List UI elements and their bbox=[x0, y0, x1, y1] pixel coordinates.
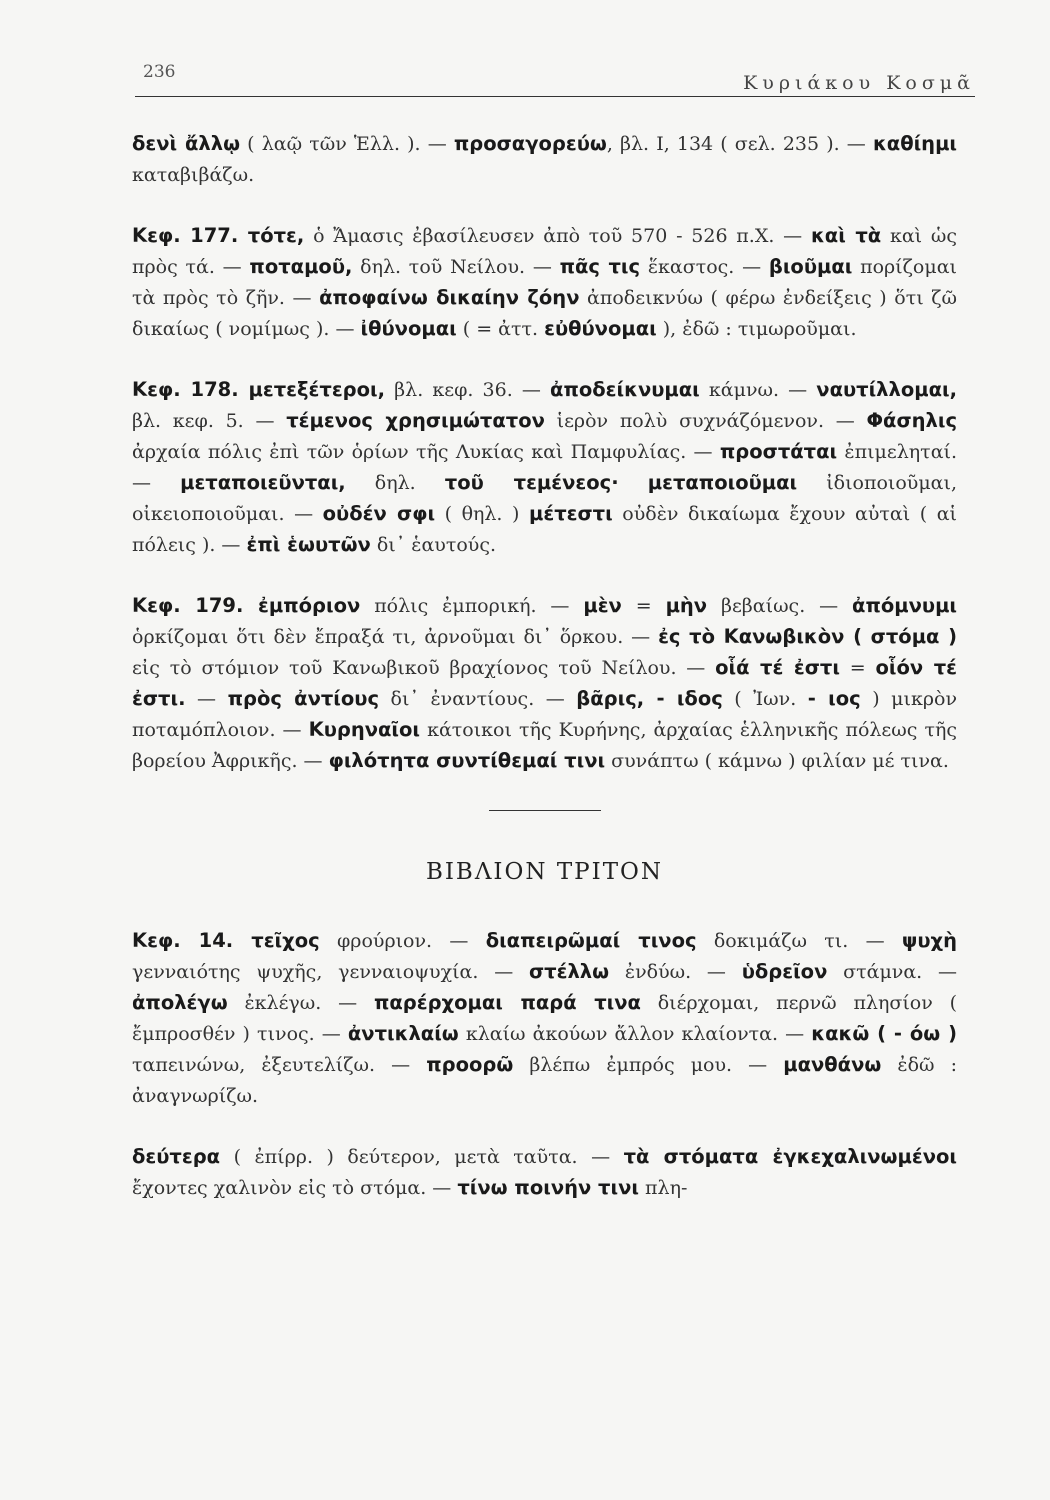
gloss-text: βλ. κεφ. 5. — bbox=[132, 410, 287, 432]
gloss-text: πορίζομαι τὰ πρὸς τὸ ζῆν. — bbox=[132, 256, 957, 309]
gloss-text: βλ. κεφ. 36. — bbox=[385, 379, 551, 401]
lemma-term: καὶ τὰ bbox=[810, 224, 882, 247]
commentary-section-book-2 bbox=[132, 128, 957, 776]
lemma-term: Κεφ. 14. τεῖχος bbox=[132, 929, 320, 952]
gloss-text: βλέπω ἐμπρός μου. — bbox=[513, 1054, 784, 1076]
lemma-term: οἷόν τέ ἐστι. bbox=[132, 656, 957, 710]
gloss-text: γενναιότης ψυχῆς, γενναιοψυχία. — bbox=[132, 961, 529, 983]
running-title: Κυριάκου Κοσμᾶ bbox=[743, 72, 975, 94]
gloss-text: ἐδῶ : ἀναγνωρίζω. bbox=[132, 1054, 958, 1107]
book-title: ΒΙΒΛΙΟΝ ΤΡΙΤΟΝ bbox=[425, 859, 664, 885]
lemma-term: Κεφ. 177. τότε, bbox=[132, 224, 305, 247]
lemma-term: ἐς τὸ Κανωβικὸν ( στόμα ) bbox=[658, 625, 958, 648]
gloss-text: δοκιμάζω τι. — bbox=[696, 930, 902, 952]
gloss-text: δι᾽ ἐναντίους. — bbox=[379, 688, 577, 710]
lemma-term: - ιος bbox=[807, 687, 861, 710]
gloss-text: καταβιβάζω. bbox=[132, 164, 255, 186]
gloss-text: βεβαίως. — bbox=[707, 595, 853, 617]
lemma-term: μέτεστι bbox=[528, 502, 613, 525]
paragraph bbox=[132, 128, 957, 190]
lemma-term: ἀντικλαίω bbox=[347, 1022, 459, 1045]
gloss-text: πόλις ἐμπορική. — bbox=[360, 595, 584, 617]
gloss-text: ἕκαστος. — bbox=[640, 256, 769, 278]
lemma-term: Κεφ. 178. μετεξέτεροι, bbox=[132, 378, 386, 401]
lemma-term: εὐθύνομαι bbox=[544, 317, 657, 340]
lemma-term: ἰθύνομαι bbox=[360, 317, 457, 340]
gloss-text: = bbox=[621, 595, 666, 617]
lemma-term: προσαγορεύω bbox=[453, 132, 607, 155]
paragraph bbox=[132, 925, 957, 1111]
lemma-term: φιλότητα συντίθεμαί τινι bbox=[328, 749, 606, 772]
lemma-term: βιοῦμαι bbox=[768, 255, 853, 278]
lemma-term: τέμενος χρησιμώτατον bbox=[286, 409, 545, 432]
gloss-text: ( Ἰων. bbox=[722, 688, 808, 710]
gloss-text: ὁ Ἄμασις ἐβασίλευσεν ἀπὸ τοῦ 570 - 526 π.Χ. — bbox=[304, 225, 811, 247]
gloss-text: εἰς τὸ στόμιον τοῦ Κανωβικοῦ βραχίονος τοῦ Νείλου. — bbox=[132, 657, 716, 679]
gloss-text: ταπεινώνω, ἐξευτελίζω. — bbox=[132, 1054, 427, 1076]
lemma-term: βᾶρις, - ιδος bbox=[576, 687, 723, 710]
lemma-term: δεύτερα bbox=[132, 1145, 221, 1168]
paragraph bbox=[132, 1141, 957, 1203]
gloss-text: ( ἐπίρρ. ) δεύτερον, μετὰ ταῦτα. — bbox=[220, 1146, 624, 1168]
page-number: 236 bbox=[143, 62, 176, 82]
lemma-term: μεταποιεῦνται, bbox=[180, 471, 346, 494]
gloss-text: ἀρχαία πόλις ἐπὶ τῶν ὁρίων τῆς Λυκίας καὶ Παμφυλίας. — bbox=[132, 441, 720, 463]
page-header bbox=[135, 62, 975, 97]
gloss-text: ), ἐδῶ : τιμωροῦμαι. bbox=[656, 318, 857, 340]
lemma-term: κακῶ ( - όω ) bbox=[811, 1022, 957, 1045]
gloss-text: πλη- bbox=[639, 1177, 688, 1199]
lemma-term: ἀποδείκνυμαι bbox=[550, 378, 700, 401]
gloss-text: ἀποδεικνύω ( φέρω ἐνδείξεις ) ὅτι ζῶ δικαίως ( νομίμως ). — bbox=[132, 287, 958, 340]
lemma-term: πᾶς τις bbox=[559, 255, 641, 278]
lemma-term: ἀπολέγω bbox=[132, 991, 228, 1014]
lemma-term: διαπειρῶμαί τινος bbox=[485, 929, 697, 952]
lemma-term: πρὸς ἀντίους bbox=[227, 687, 380, 710]
lemma-term: καθίημι bbox=[872, 132, 958, 155]
lemma-term: οὐδέν σφι bbox=[322, 502, 436, 525]
lemma-term: στέλλω bbox=[528, 960, 610, 983]
gloss-text: δηλ. τοῦ Νείλου. — bbox=[352, 256, 560, 278]
gloss-text: φρούριον. — bbox=[319, 930, 486, 952]
gloss-text: = bbox=[839, 657, 876, 679]
gloss-text: ( θηλ. ) bbox=[435, 503, 529, 525]
gloss-text bbox=[619, 472, 648, 494]
gloss-text: ἰδιοποιοῦμαι, οἰκειοποιοῦμαι. — bbox=[132, 472, 958, 525]
lemma-term: μὴν bbox=[665, 594, 708, 617]
gloss-text: ἐπιμεληταί. — bbox=[132, 441, 958, 494]
lemma-term: προστάται bbox=[719, 440, 838, 463]
lemma-term: ψυχὴ bbox=[901, 929, 957, 952]
gloss-text: ἐνδύω. — bbox=[609, 961, 742, 983]
gloss-text: , βλ. Ι, 134 ( σελ. 235 ). — bbox=[606, 133, 873, 155]
gloss-text: κλαίω ἀκούων ἄλλον κλαίοντα. — bbox=[458, 1023, 812, 1045]
gloss-text: κάτοικοι τῆς Κυρήνης, ἀρχαίας ἑλληνικῆς πόλεως τῆς βορείου Ἀφρικῆς. — bbox=[132, 719, 957, 772]
gloss-text: ἔχοντες χαλινὸν εἰς τὸ στόμα. — bbox=[132, 1177, 458, 1199]
lemma-term: ὑδρεῖον bbox=[741, 960, 828, 983]
lemma-term: τίνω ποινήν τινι bbox=[457, 1176, 639, 1199]
lemma-term: δενὶ ἄλλῳ bbox=[132, 132, 241, 155]
lemma-term: Κυρηναῖοι bbox=[308, 718, 421, 741]
paragraph bbox=[132, 374, 957, 560]
lemma-term: ἐπὶ ἑωυτῶν bbox=[246, 533, 371, 556]
lemma-term: οἷά τέ ἐστι bbox=[715, 656, 840, 679]
lemma-term: τοῦ τεμένεος· bbox=[444, 471, 619, 494]
lemma-term: προορῶ bbox=[426, 1053, 514, 1076]
gloss-text: κάμνω. — bbox=[699, 379, 817, 401]
lemma-term: μεταποιοῦμαι bbox=[647, 471, 798, 494]
paragraph bbox=[132, 590, 957, 776]
gloss-text: ) μικρὸν ποταμόπλοιον. — bbox=[132, 688, 958, 741]
lemma-term: μὲν bbox=[583, 594, 622, 617]
gloss-text: δηλ. bbox=[345, 472, 445, 494]
commentary-section-book-3 bbox=[132, 925, 957, 1203]
gloss-text: διέρχομαι, περνῶ πλησίον ( ἔμπροσθέν ) τινος. — bbox=[132, 992, 957, 1045]
gloss-text: ὁρκίζομαι ὅτι δὲν ἔπραξά τι, ἀρνοῦμαι δι᾽ ὅρκου. — bbox=[132, 626, 659, 648]
lemma-term: μανθάνω bbox=[783, 1053, 882, 1076]
paragraph bbox=[132, 220, 957, 344]
lemma-term: τὰ στόματα ἐγκεχαλινωμένοι bbox=[623, 1145, 957, 1168]
lemma-term: ποταμοῦ, bbox=[249, 255, 353, 278]
page-body bbox=[132, 128, 957, 1233]
lemma-term: ἀποφαίνω δικαίην ζόην bbox=[319, 286, 580, 309]
lemma-term: Φάσηλις bbox=[866, 409, 958, 432]
gloss-text: καὶ ὡς πρὸς τά. — bbox=[132, 225, 957, 278]
gloss-text: ἱερὸν πολὺ συχνάζόμενον. — bbox=[544, 410, 867, 432]
lemma-term: ἀπόμνυμι bbox=[852, 594, 958, 617]
gloss-text: οὐδὲν δικαίωμα ἔχουν αὐταὶ ( αἱ πόλεις ). — bbox=[132, 503, 957, 556]
gloss-text: ( = ἀττ. bbox=[456, 318, 545, 340]
lemma-term: Κεφ. 179. ἐμπόριον bbox=[132, 594, 361, 617]
gloss-text: ἐκλέγω. — bbox=[227, 992, 374, 1014]
gloss-text: δι᾽ ἑαυτούς. bbox=[370, 534, 497, 556]
gloss-text: συνάπτω ( κάμνω ) φιλίαν μέ τινα. bbox=[605, 750, 949, 772]
lemma-term: ναυτίλλομαι, bbox=[816, 378, 958, 401]
section-divider bbox=[489, 810, 601, 811]
gloss-text: — bbox=[185, 688, 228, 710]
gloss-text: ( λαῷ τῶν Ἑλλ. ). — bbox=[240, 133, 454, 155]
lemma-term: παρέρχομαι παρά τινα bbox=[373, 991, 641, 1014]
gloss-text: στάμνα. — bbox=[827, 961, 957, 983]
